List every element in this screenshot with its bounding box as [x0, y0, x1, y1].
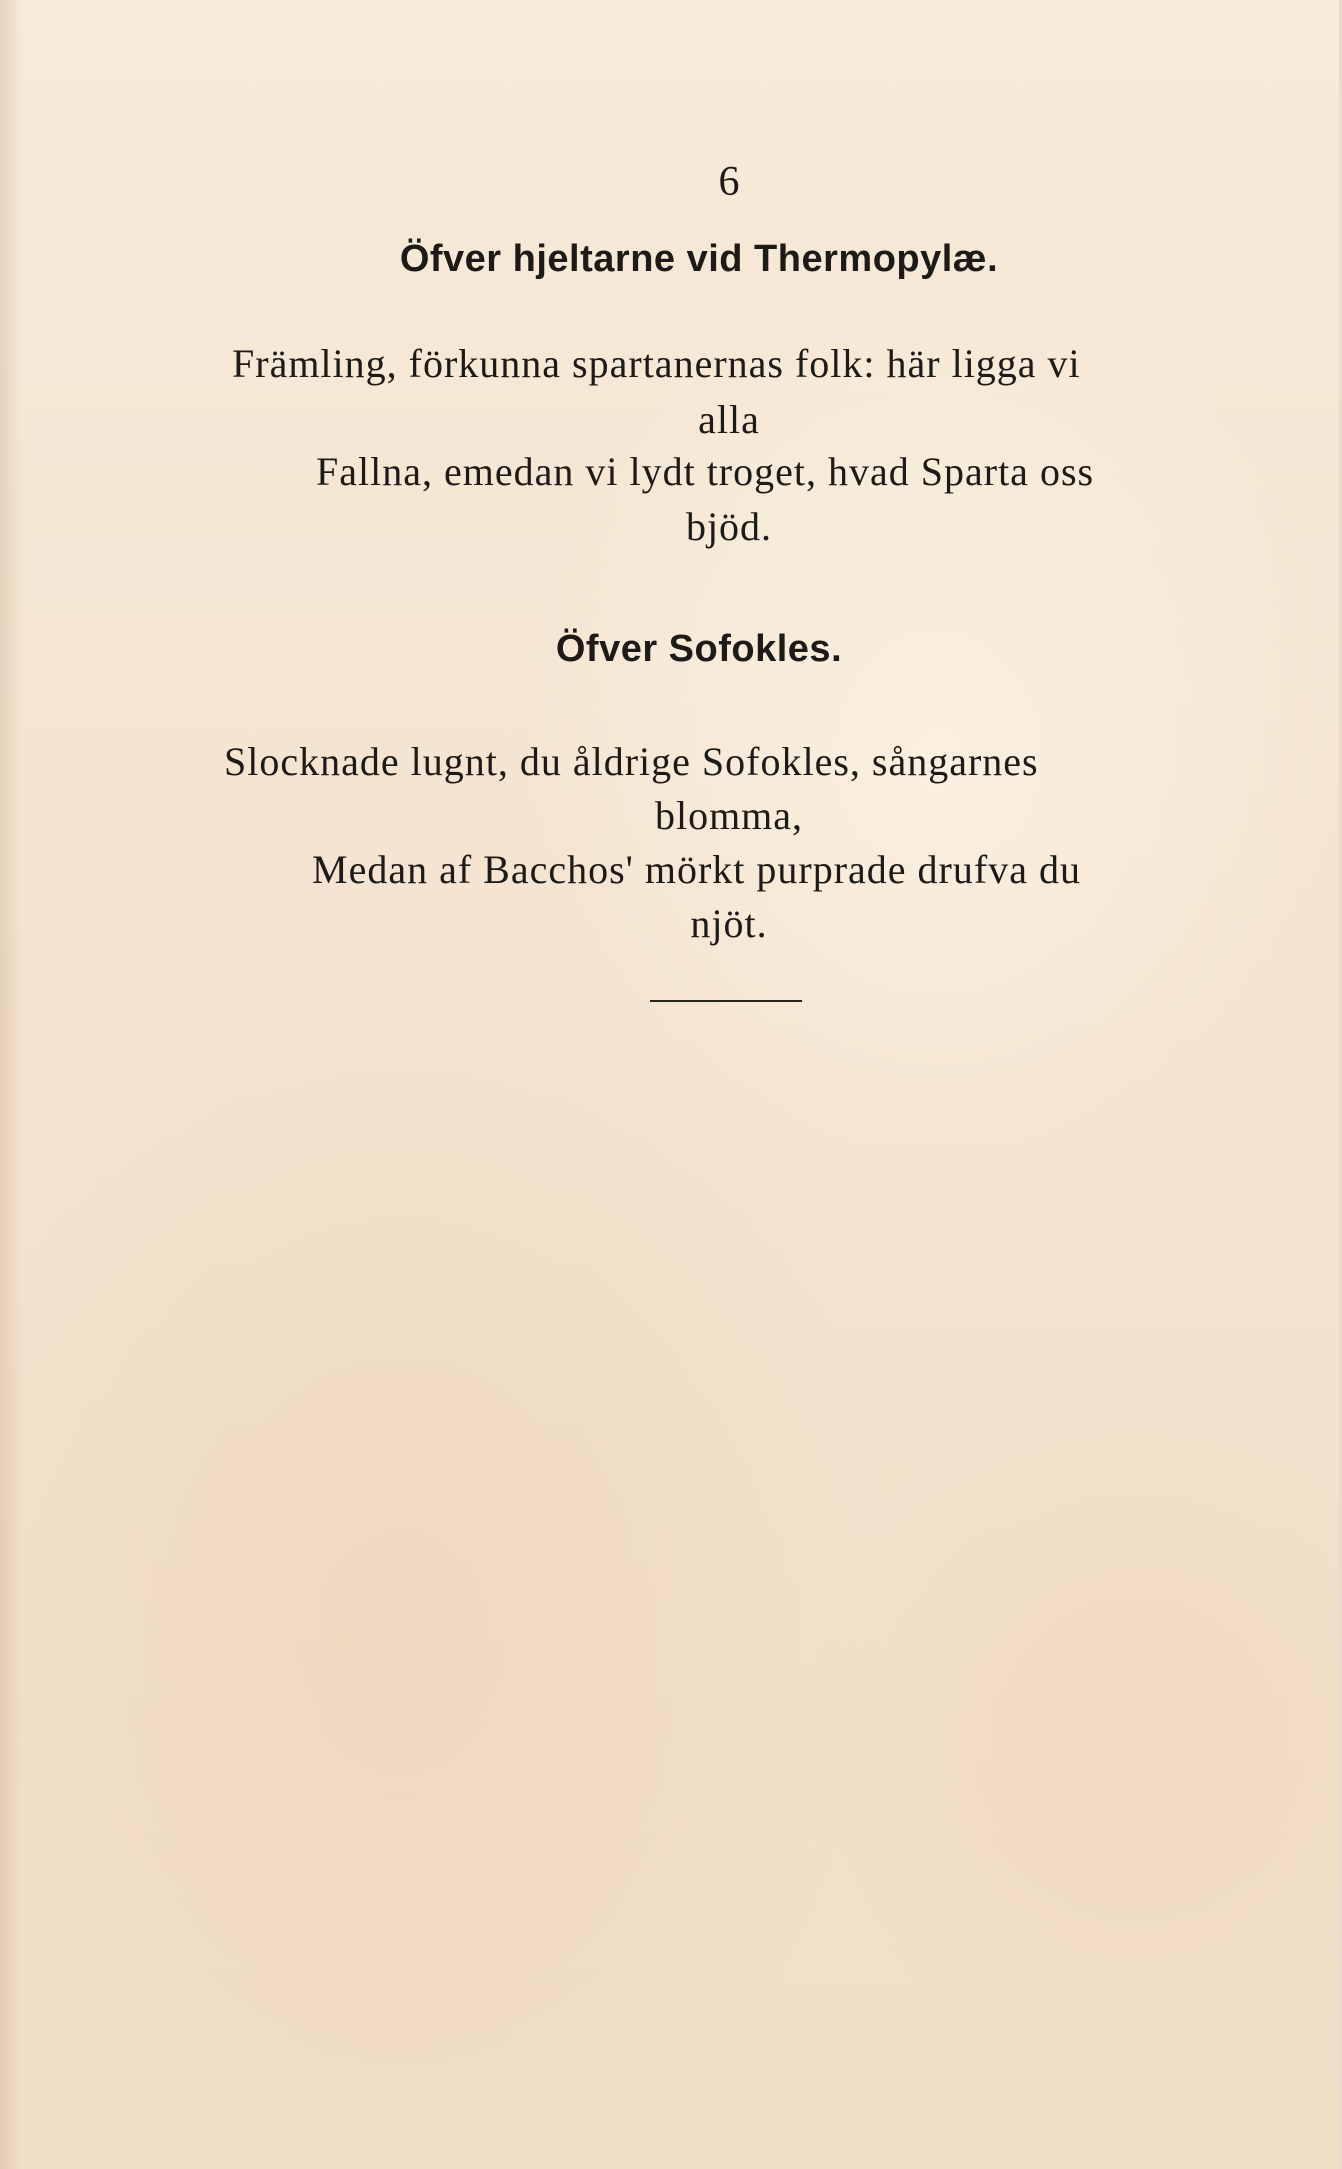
verse-line: alla — [698, 397, 760, 442]
poem-heading-thermopylae: Öfver hjeltarne vid Thermopylæ. — [399, 238, 999, 280]
verse-line: njöt. — [690, 901, 768, 946]
verse-line: Slocknade lugnt, du åldrige Sofokles, sångarnes — [224, 739, 1039, 784]
verse-line: Fallna, emedan vi lydt troget, hvad Sparta oss — [316, 449, 1095, 494]
verse-line: Medan af Bacchos' mörkt purprade drufva du — [312, 847, 1081, 892]
page-edge-shadow — [0, 0, 22, 2169]
section-divider-rule — [650, 1000, 802, 1002]
page-number: 6 — [718, 159, 740, 205]
poem-heading-sofokles: Öfver Sofokles. — [555, 628, 843, 670]
verse-line: blomma, — [654, 793, 804, 838]
verse-line: Främling, förkunna spartanernas folk: här ligga vi — [232, 341, 1081, 386]
verse-line: bjöd. — [685, 504, 773, 549]
